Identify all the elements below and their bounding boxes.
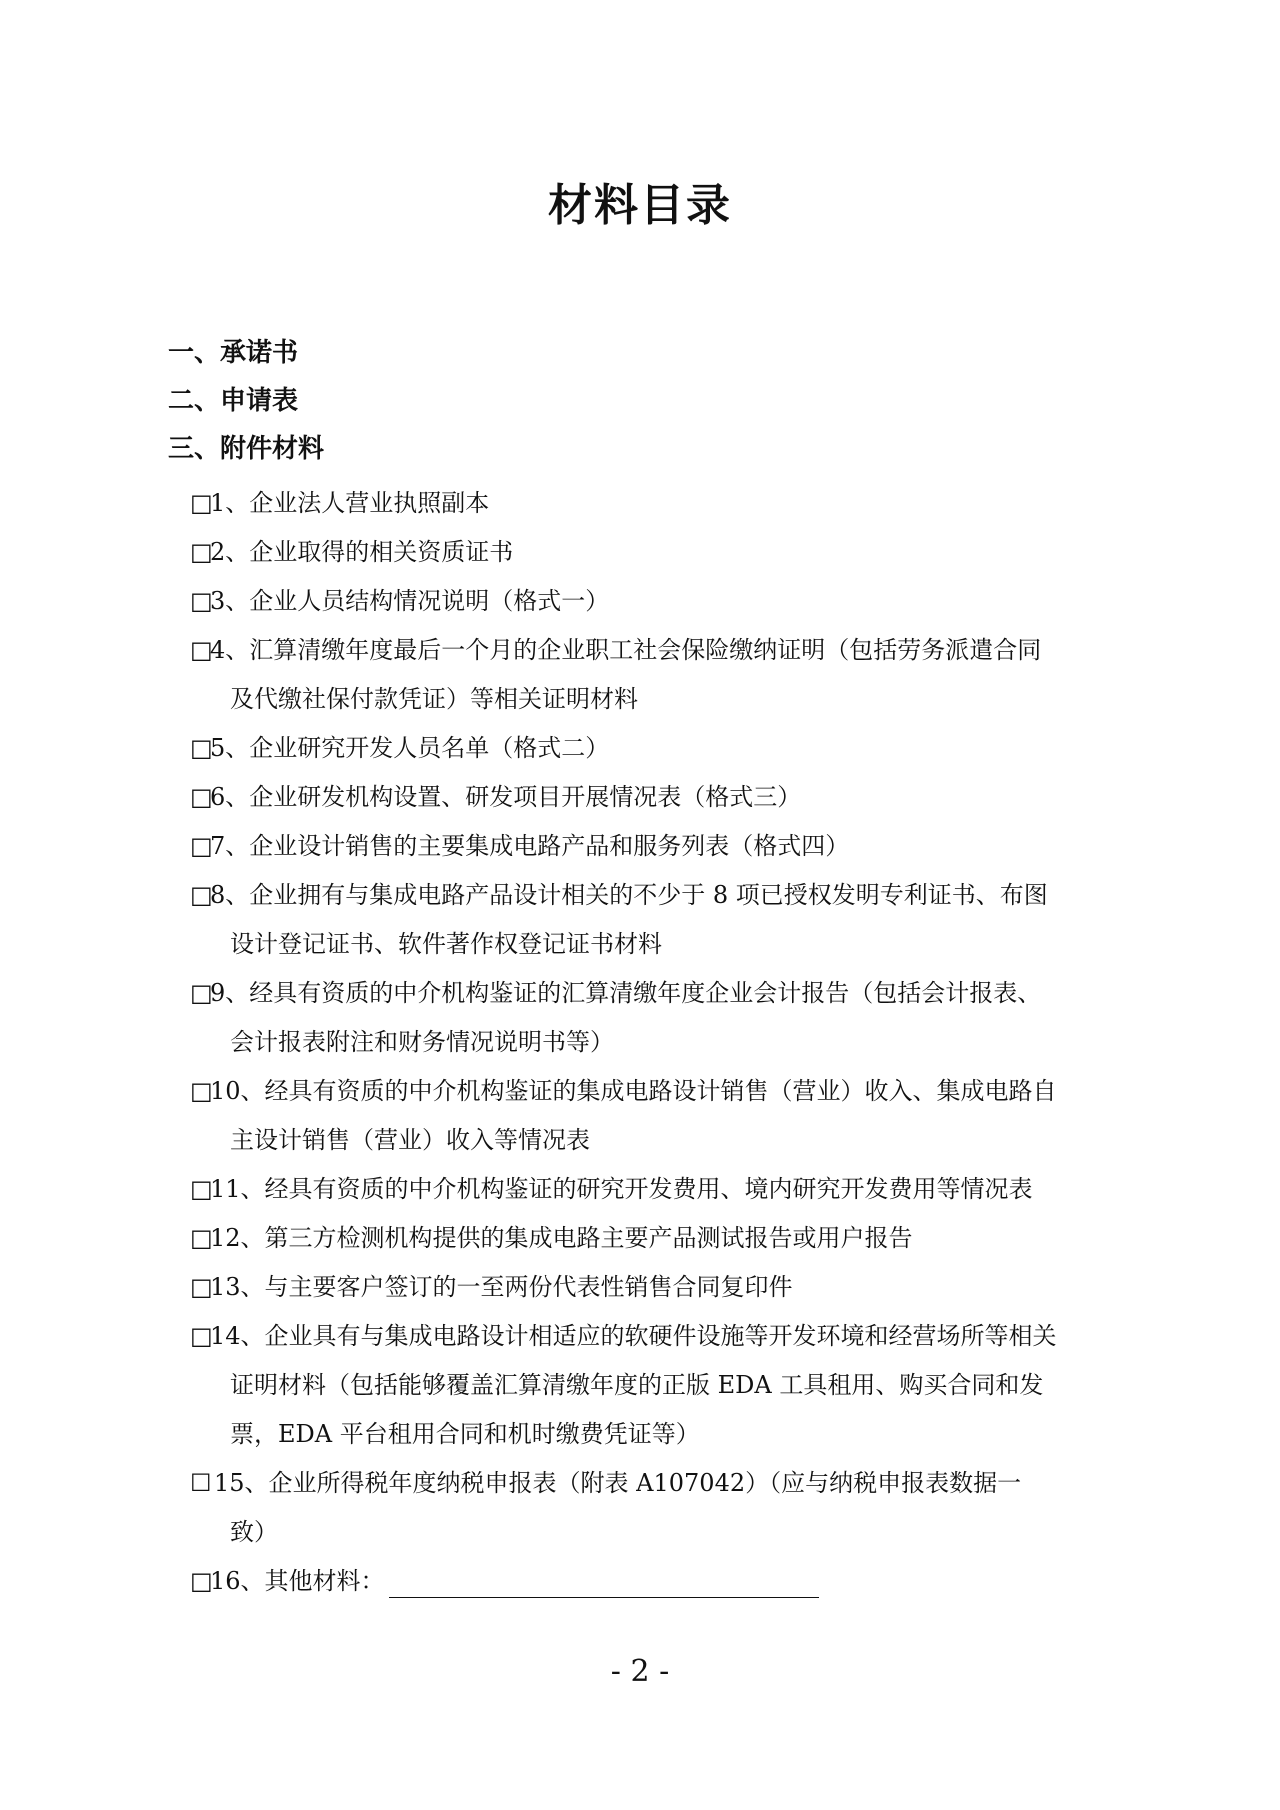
checkbox-icon[interactable]: □ <box>190 1077 213 1105</box>
list-item-text: 6、企业研发机构设置、研发项目开展情况表（格式三） <box>210 783 802 811</box>
list-item[interactable] <box>190 1270 793 1304</box>
list-item-text: 3、企业人员结构情况说明（格式一） <box>210 587 610 615</box>
other-materials-blank-field[interactable] <box>389 1569 819 1598</box>
checkbox-icon[interactable]: □ <box>190 1175 213 1203</box>
checkbox-icon[interactable]: □ <box>190 1224 213 1252</box>
checkbox-icon[interactable]: □ <box>190 1567 213 1595</box>
list-item-text: 4、汇算清缴年度最后一个月的企业职工社会保险缴纳证明（包括劳务派遣合同 <box>210 636 1042 664</box>
list-item[interactable] <box>190 878 1048 912</box>
checkbox-icon[interactable]: □ <box>190 881 213 909</box>
list-item[interactable] <box>190 1172 1033 1206</box>
list-item[interactable] <box>190 829 849 863</box>
list-item-text: 13、与主要客户签订的一至两份代表性销售合同复印件 <box>210 1273 793 1301</box>
list-item[interactable] <box>190 731 609 765</box>
list-item[interactable] <box>190 780 801 814</box>
list-item-text: 11、经具有资质的中介机构鉴证的研究开发费用、境内研究开发费用等情况表 <box>210 1175 1033 1203</box>
checkbox-icon[interactable]: □ <box>190 538 213 566</box>
list-item-text: 15、企业所得税年度纳税申报表（附表 A107042）（应与纳税申报表数据一 <box>214 1469 1022 1497</box>
checkbox-icon[interactable]: □ <box>190 979 213 1007</box>
checkbox-icon[interactable]: □ <box>190 1273 213 1301</box>
list-item-text: 12、第三方检测机构提供的集成电路主要产品测试报告或用户报告 <box>210 1224 913 1252</box>
checkbox-icon[interactable]: □ <box>190 783 213 811</box>
list-item-continuation: 主设计销售（营业）收入等情况表 <box>230 1126 590 1154</box>
list-item[interactable] <box>190 1221 913 1255</box>
list-item-continuation: 会计报表附注和财务情况说明书等） <box>230 1028 614 1056</box>
checkbox-icon[interactable]: ☐ <box>190 1469 212 1497</box>
list-item[interactable] <box>190 535 513 569</box>
list-item[interactable] <box>190 976 1041 1010</box>
list-item-text: 9、经具有资质的中介机构鉴证的汇算清缴年度企业会计报告（包括会计报表、 <box>210 979 1042 1007</box>
page-title: 材料目录 <box>548 180 732 231</box>
checkbox-icon[interactable]: □ <box>190 832 213 860</box>
checkbox-icon[interactable]: □ <box>190 489 213 517</box>
list-item-continuation: 及代缴社保付款凭证）等相关证明材料 <box>230 685 638 713</box>
list-item-text: 16、其他材料： <box>210 1567 385 1595</box>
section-application-form: 二、申请表 <box>168 386 299 416</box>
checkbox-icon[interactable]: □ <box>190 636 213 664</box>
list-item[interactable] <box>190 1466 1021 1500</box>
list-item-text: 8、企业拥有与集成电路产品设计相关的不少于 8 项已授权发明专利证书、布图 <box>210 881 1048 909</box>
list-item[interactable] <box>190 633 1041 667</box>
list-item[interactable] <box>190 1564 819 1598</box>
list-item-continuation: 致） <box>230 1518 278 1546</box>
checkbox-icon[interactable]: □ <box>190 1322 213 1350</box>
list-item-text: 14、企业具有与集成电路设计相适应的软硬件设施等开发环境和经营场所等相关 <box>210 1322 1057 1350</box>
list-item-text: 10、经具有资质的中介机构鉴证的集成电路设计销售（营业）收入、集成电路自 <box>210 1077 1057 1105</box>
list-item[interactable] <box>190 1074 1057 1108</box>
list-item-text: 5、企业研究开发人员名单（格式二） <box>210 734 610 762</box>
list-item-continuation: 设计登记证书、软件著作权登记证书材料 <box>230 930 662 958</box>
list-item[interactable] <box>190 1319 1057 1353</box>
section-attachments: 三、附件材料 <box>168 434 325 464</box>
list-item-text: 1、企业法人营业执照副本 <box>210 489 490 517</box>
list-item-continuation: 票，EDA 平台租用合同和机时缴费凭证等） <box>230 1420 700 1448</box>
list-item[interactable] <box>190 584 609 618</box>
page-number: - 2 - <box>610 1654 670 1689</box>
checkbox-icon[interactable]: □ <box>190 587 213 615</box>
checkbox-icon[interactable]: □ <box>190 734 213 762</box>
list-item-continuation: 证明材料（包括能够覆盖汇算清缴年度的正版 EDA 工具租用、购买合同和发 <box>230 1371 1044 1399</box>
section-commitment-letter: 一、承诺书 <box>168 338 299 368</box>
list-item-text: 7、企业设计销售的主要集成电路产品和服务列表（格式四） <box>210 832 850 860</box>
list-item[interactable] <box>190 486 489 520</box>
list-item-text: 2、企业取得的相关资质证书 <box>210 538 514 566</box>
